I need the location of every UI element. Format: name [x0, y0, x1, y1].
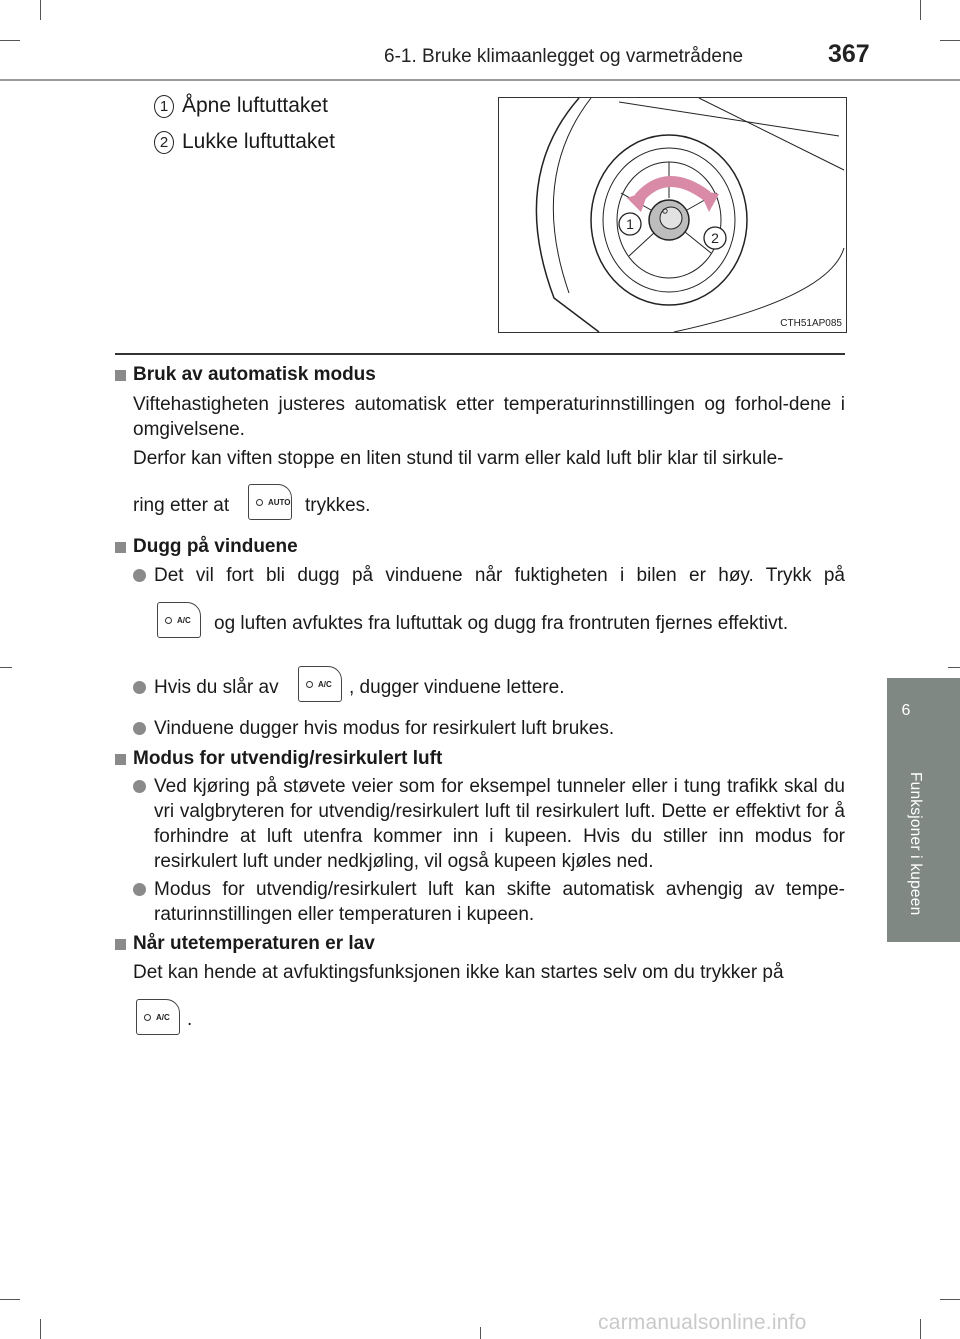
round-bullet-icon	[133, 681, 146, 694]
auto-mode-paragraph-1: Viftehastigheten justeres automatisk etter temperaturinnstillingen og forhol-dene i omgivelsene.	[133, 394, 845, 440]
recirc-bullet-1	[133, 774, 845, 874]
auto-button-label: AUTO	[268, 497, 291, 507]
crop-mark	[480, 1327, 481, 1339]
fogging-bullet-2	[133, 675, 279, 700]
low-temp-paragraph-2: .	[187, 1009, 193, 1030]
chapter-label: Funksjoner i kupeen	[907, 772, 924, 916]
heading-fogging-text: Dugg på vinduene	[133, 536, 298, 557]
fogging-bullet-2-cont: , dugger vinduene lettere.	[349, 677, 565, 698]
recirc-bullet-1-text: Ved kjøring på støvete veier som for eksempel tunneler eller i tung trafikk skal du vri valgbryteren for utvendig/resirkulert luft til resirkulert luft. Dette er effektivt for å forhindre at luft utenfra kommer inn i kupeen. Hvis du stiller inn modus for resirkulert luft under nedkjøling, vil også kupeen kjøles ned.	[154, 776, 845, 872]
callout-close	[154, 130, 335, 154]
indicator-icon	[144, 1014, 151, 1021]
recirc-bullet-2-text: Modus for utvendig/resirkulert luft kan skifte automatisk avhengig av tempe-raturinnstillingen eller temperaturen i kupeen.	[154, 879, 845, 925]
fogging-bullet-1-cont: og luften avfuktes fra luftuttak og dugg fra frontruten fjernes effektivt.	[214, 613, 789, 634]
air-vent-drawing	[499, 98, 846, 332]
ac-button-label: A/C	[177, 615, 191, 625]
callout-text-open: Åpne luftuttaket	[182, 94, 328, 117]
crop-mark	[40, 0, 41, 20]
round-bullet-icon	[133, 780, 146, 793]
square-bullet-icon	[115, 542, 126, 553]
ac-button-icon	[136, 999, 180, 1035]
crop-mark	[920, 0, 921, 20]
auto-mode-paragraph-3b: trykkes.	[305, 495, 371, 516]
round-bullet-icon	[133, 722, 146, 735]
callout-text-close: Lukke luftuttaket	[182, 130, 335, 153]
indicator-icon	[256, 499, 263, 506]
callout-open	[154, 94, 328, 118]
fogging-bullet-1	[133, 563, 845, 588]
ac-button-label: A/C	[318, 679, 332, 689]
page-number: 367	[828, 40, 870, 68]
round-bullet-icon	[133, 883, 146, 896]
callout-number-2: 2	[154, 131, 174, 154]
figure-label-2: 2	[711, 230, 719, 246]
figure-id: CTH51AP085	[780, 318, 842, 329]
round-bullet-icon	[133, 569, 146, 582]
crop-mark	[940, 1299, 960, 1300]
heading-auto-mode	[115, 364, 376, 386]
ac-button-label: A/C	[156, 1012, 170, 1022]
crop-mark	[948, 667, 960, 668]
heading-fogging	[115, 536, 298, 558]
square-bullet-icon	[115, 939, 126, 950]
low-temp-paragraph-1: Det kan hende at avfuktingsfunksjonen ikke kan startes selv om du trykker på	[133, 962, 784, 983]
fogging-bullet-3	[133, 716, 614, 741]
vent-illustration	[498, 97, 847, 333]
crop-mark	[40, 1319, 41, 1339]
crop-mark	[920, 1319, 921, 1339]
watermark: carmanualsonline.info	[598, 1311, 807, 1334]
crop-mark	[940, 40, 960, 41]
square-bullet-icon	[115, 754, 126, 765]
heading-recirc	[115, 748, 442, 770]
crop-mark	[0, 40, 20, 41]
square-bullet-icon	[115, 370, 126, 381]
fogging-bullet-2-text: Hvis du slår av	[154, 677, 279, 698]
indicator-icon	[306, 681, 313, 688]
crop-mark	[0, 667, 12, 668]
callout-number-1: 1	[154, 95, 174, 118]
indicator-icon	[165, 617, 172, 624]
heading-auto-mode-text: Bruk av automatisk modus	[133, 364, 376, 385]
heading-low-temp	[115, 933, 375, 955]
ac-button-icon	[157, 602, 201, 638]
figure-label-1: 1	[626, 216, 634, 232]
section-separator	[115, 353, 845, 355]
ac-button-icon	[298, 666, 342, 702]
fogging-bullet-1-text: Det vil fort bli dugg på vinduene når fuktigheten i bilen er høy. Trykk på	[154, 565, 845, 586]
fogging-bullet-3-text: Vinduene dugger hvis modus for resirkulert luft brukes.	[154, 718, 615, 739]
heading-recirc-text: Modus for utvendig/resirkulert luft	[133, 748, 443, 769]
heading-low-temp-text: Når utetemperaturen er lav	[133, 933, 375, 954]
header-rule	[0, 79, 960, 81]
section-title: 6-1. Bruke klimaanlegget og varmetrådene	[384, 46, 744, 67]
chapter-number: 6	[901, 702, 911, 719]
auto-button-icon	[248, 484, 292, 520]
crop-mark	[0, 1299, 20, 1300]
auto-mode-paragraph-3a: ring etter at	[133, 495, 230, 516]
recirc-bullet-2	[133, 877, 845, 927]
auto-mode-paragraph-2: Derfor kan viften stoppe en liten stund til varm eller kald luft blir klar til sirkule-	[133, 448, 784, 469]
